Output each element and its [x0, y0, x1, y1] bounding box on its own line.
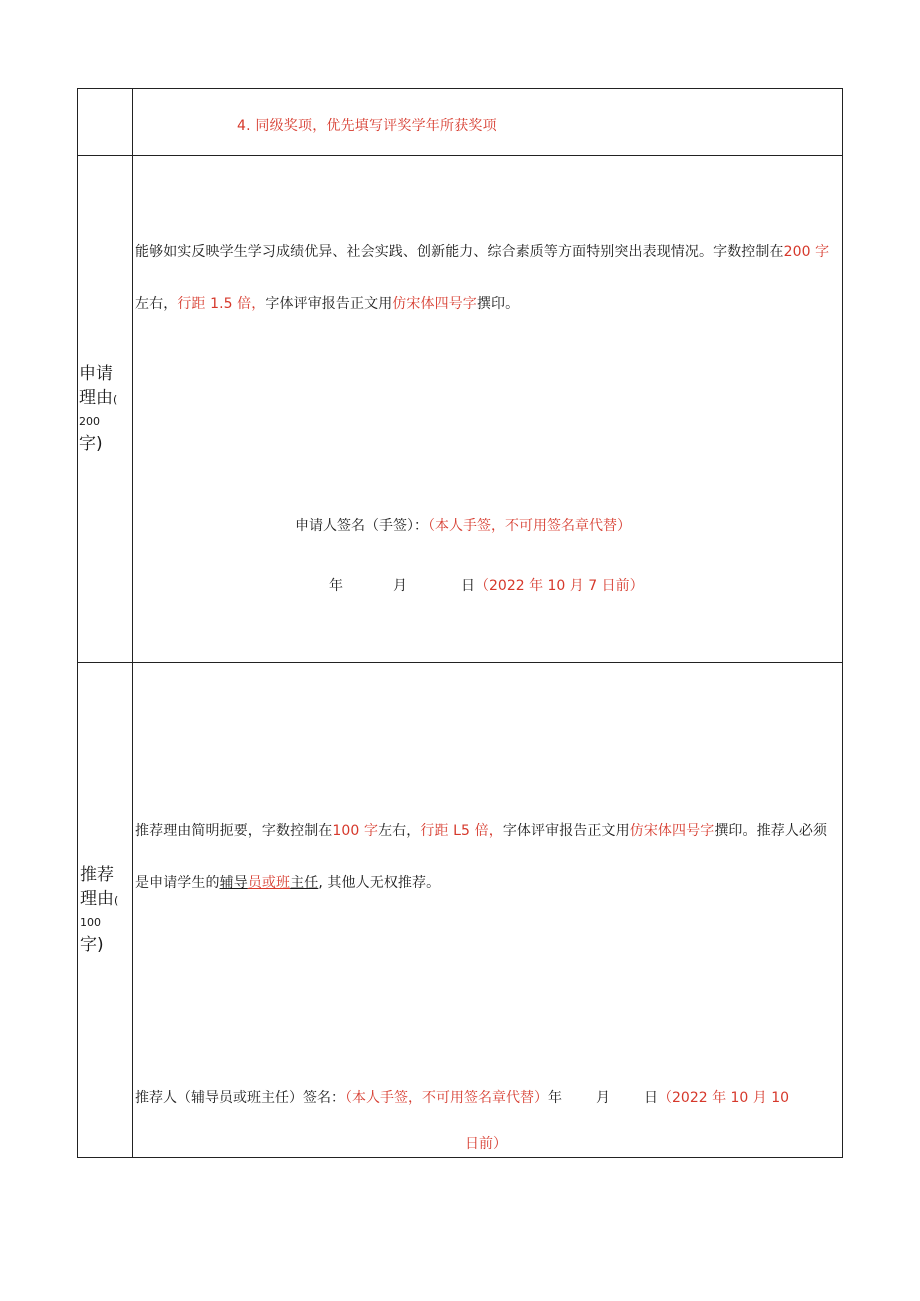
scholarship-form-table — [77, 88, 843, 1158]
applicant-date-line: 年 月 日（2022 年 10 月 7 日前） — [329, 578, 644, 594]
awards-note-row — [78, 89, 843, 156]
label-line: 申请 — [79, 364, 113, 384]
recommendation-content-cell — [133, 663, 843, 1158]
awards-note: 4. 同级奖项，优先填写评奖学年所获奖项 — [237, 118, 497, 134]
application-label — [79, 362, 117, 456]
label-line: 200 — [79, 415, 100, 428]
recommender-date-note: 日前） — [465, 1136, 507, 1152]
applicant-signature-line: 申请人签名（手签）：（本人手签，不可用签名章代替） — [295, 518, 631, 534]
recommendation-label — [80, 863, 118, 957]
empty-label-cell — [78, 89, 133, 156]
label-line: 字) — [80, 935, 104, 955]
recommendation-reason-row — [78, 663, 843, 1158]
application-reason-row — [78, 156, 843, 663]
recommendation-label-cell — [78, 663, 133, 1158]
awards-note-cell — [133, 89, 843, 156]
label-line: 理由( — [80, 889, 119, 909]
label-line: 100 — [80, 916, 101, 929]
label-line: 理由( — [79, 388, 118, 408]
application-content-cell — [133, 156, 843, 663]
recommendation-instructions: 推荐理由简明扼要，字数控制在100 字左右，行距 L5 倍，字体评审报告正文用仿宋体四号字撰印。推荐人必须是申请学生的辅导员或班主任, 其他人无权推荐。 — [135, 823, 828, 891]
application-instructions: 能够如实反映学生学习成绩优异、社会实践、创新能力、综合素质等方面特别突出表现情况。字数控制在200 字左右，行距 1.5 倍，字体评审报告正文用仿宋体四号字撰印。 — [135, 244, 830, 312]
application-label-cell — [78, 156, 133, 663]
label-line: 推荐 — [80, 865, 114, 885]
label-line: 字) — [79, 434, 103, 454]
recommender-signature-line: 推荐人（辅导员或班主任）签名：（本人手签，不可用签名章代替）年 月 日（2022 年 10 月 10 — [135, 1090, 790, 1106]
